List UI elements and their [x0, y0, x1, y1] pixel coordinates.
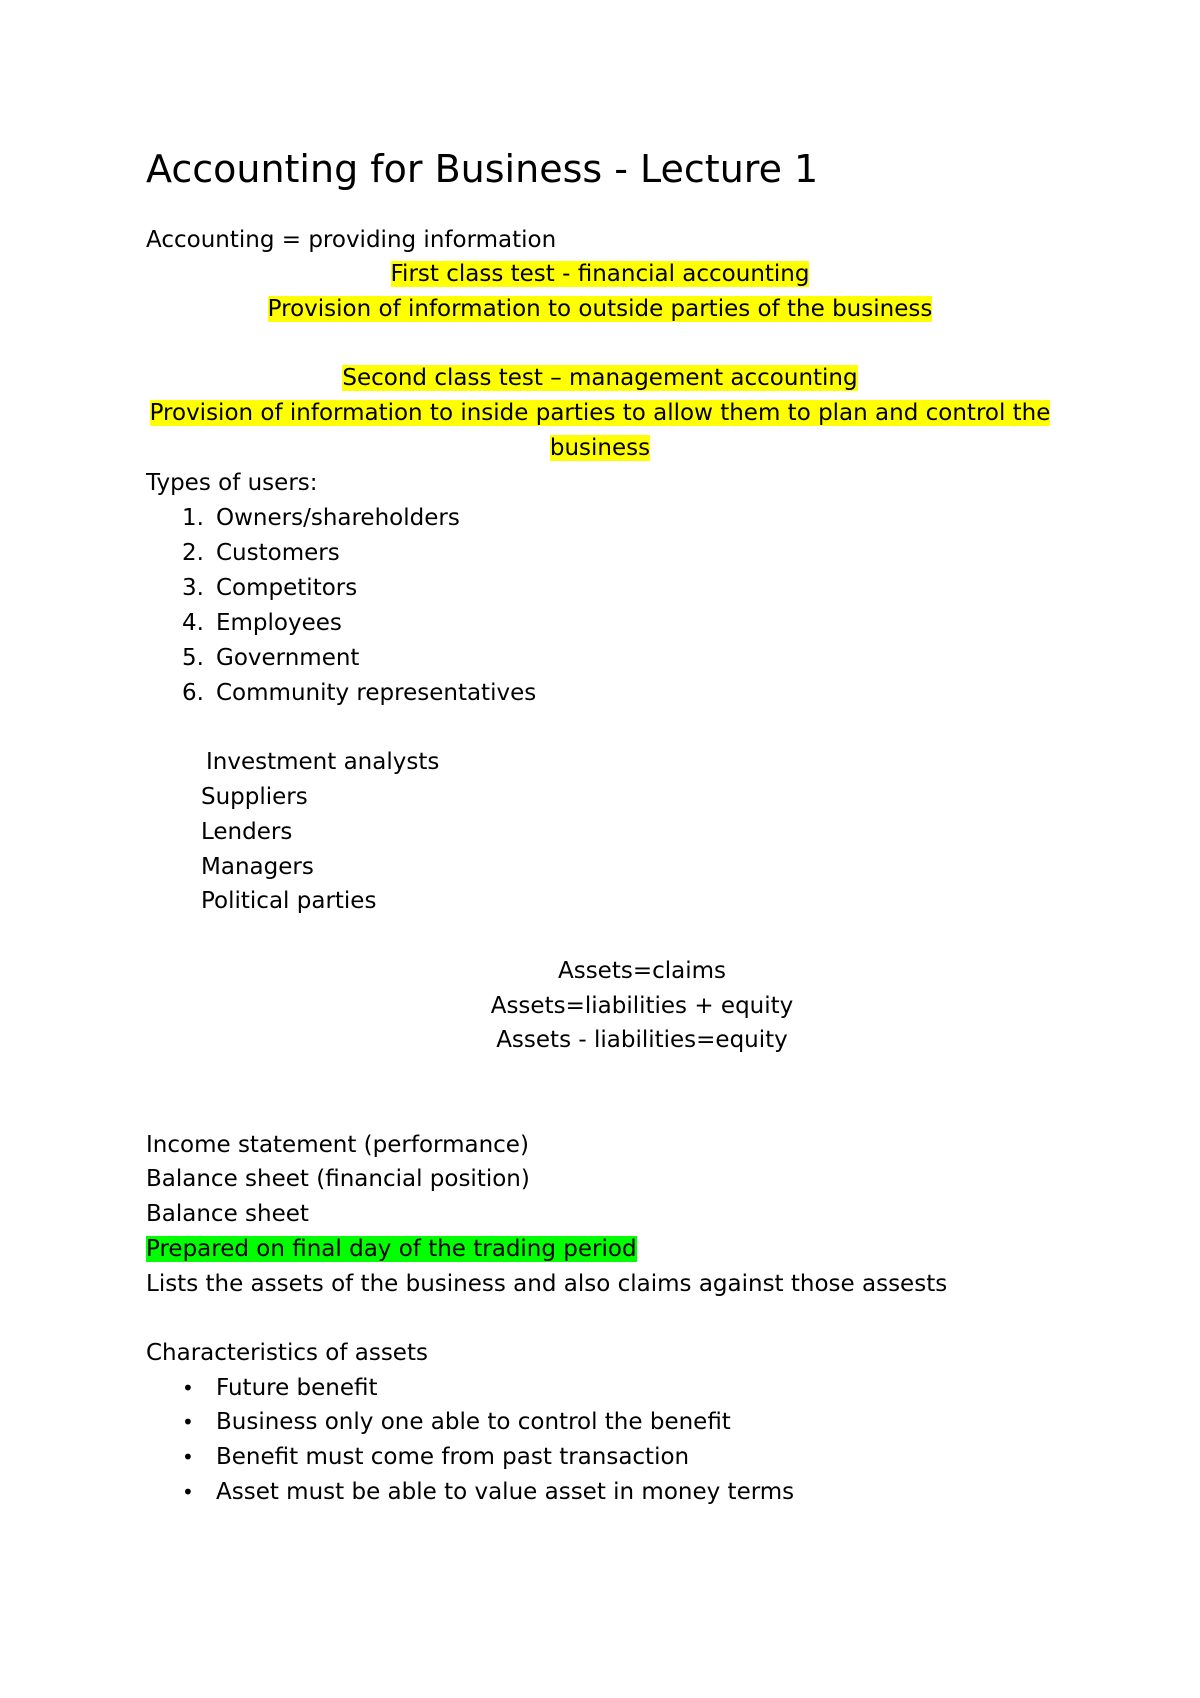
bullet-icon: •: [182, 1410, 194, 1434]
bullet-text: Future benefit: [216, 1375, 378, 1401]
bullet-text: Business only one able to control the benefit: [216, 1409, 731, 1435]
equation-line: Assets=liabilities + equity: [490, 993, 794, 1019]
extra-user-item: Managers: [201, 854, 314, 880]
bullet-item: [182, 1406, 731, 1438]
list-text: Competitors: [216, 575, 358, 601]
assets-heading: Characteristics of assets: [146, 1340, 428, 1366]
second-desc-line-1: [0, 397, 1200, 429]
list-item: [182, 677, 536, 709]
extra-user-item: Investment analysts: [206, 749, 440, 775]
prepared-line: [146, 1233, 637, 1265]
second-desc-highlight-1: Provision of information to inside parties to allow them to plan and control the: [149, 400, 1051, 426]
bullet-item: [182, 1372, 378, 1404]
second-desc-line-2: [0, 432, 1200, 464]
list-text: Owners/shareholders: [216, 505, 460, 531]
prepared-highlight: Prepared on final day of the trading period: [146, 1236, 637, 1262]
extra-user-item: Political parties: [201, 888, 377, 914]
bullet-item: [182, 1441, 689, 1473]
balance-sheet-line: Balance sheet: [146, 1201, 309, 1227]
second-desc-highlight-2: business: [549, 435, 651, 461]
list-item: [182, 537, 340, 569]
intro-line: Accounting = providing information: [146, 227, 557, 253]
first-desc-highlight: Provision of information to outside parties of the business: [267, 296, 933, 322]
list-text: Government: [216, 645, 360, 671]
first-test-highlight: First class test - financial accounting: [390, 261, 810, 287]
extra-user-item: Suppliers: [201, 784, 308, 810]
list-item: [182, 572, 357, 604]
users-heading: Types of users:: [146, 470, 318, 496]
list-number: 3.: [182, 575, 204, 601]
equation-line: Assets=claims: [557, 958, 727, 984]
list-item: [182, 502, 460, 534]
bullet-icon: •: [182, 1445, 194, 1469]
list-number: 1.: [182, 505, 204, 531]
list-number: 2.: [182, 540, 204, 566]
equation-line: Assets - liabilities=equity: [496, 1027, 788, 1053]
income-statement-line: Income statement (performance): [146, 1132, 529, 1158]
list-text: Customers: [216, 540, 340, 566]
list-text: Employees: [216, 610, 342, 636]
extra-user-item: Lenders: [201, 819, 293, 845]
lists-line: Lists the assets of the business and also claims against those assests: [146, 1271, 948, 1297]
bullet-text: Asset must be able to value asset in money terms: [216, 1479, 795, 1505]
list-number: 4.: [182, 610, 204, 636]
bullet-icon: •: [182, 1376, 194, 1400]
document-title: Accounting for Business - Lecture 1: [146, 147, 819, 191]
list-number: 5.: [182, 645, 204, 671]
second-test-highlight: Second class test – management accounting: [342, 365, 858, 391]
first-desc-line: [0, 293, 1200, 325]
list-number: 6.: [182, 680, 204, 706]
bullet-item: [182, 1476, 794, 1508]
second-test-line: [0, 362, 1200, 394]
list-item: [182, 642, 359, 674]
balance-sheet-fp-line: Balance sheet (financial position): [146, 1166, 530, 1192]
bullet-text: Benefit must come from past transaction: [216, 1444, 690, 1470]
first-test-line: [0, 258, 1200, 290]
list-text: Community representatives: [216, 680, 537, 706]
bullet-icon: •: [182, 1480, 194, 1504]
list-item: [182, 607, 342, 639]
